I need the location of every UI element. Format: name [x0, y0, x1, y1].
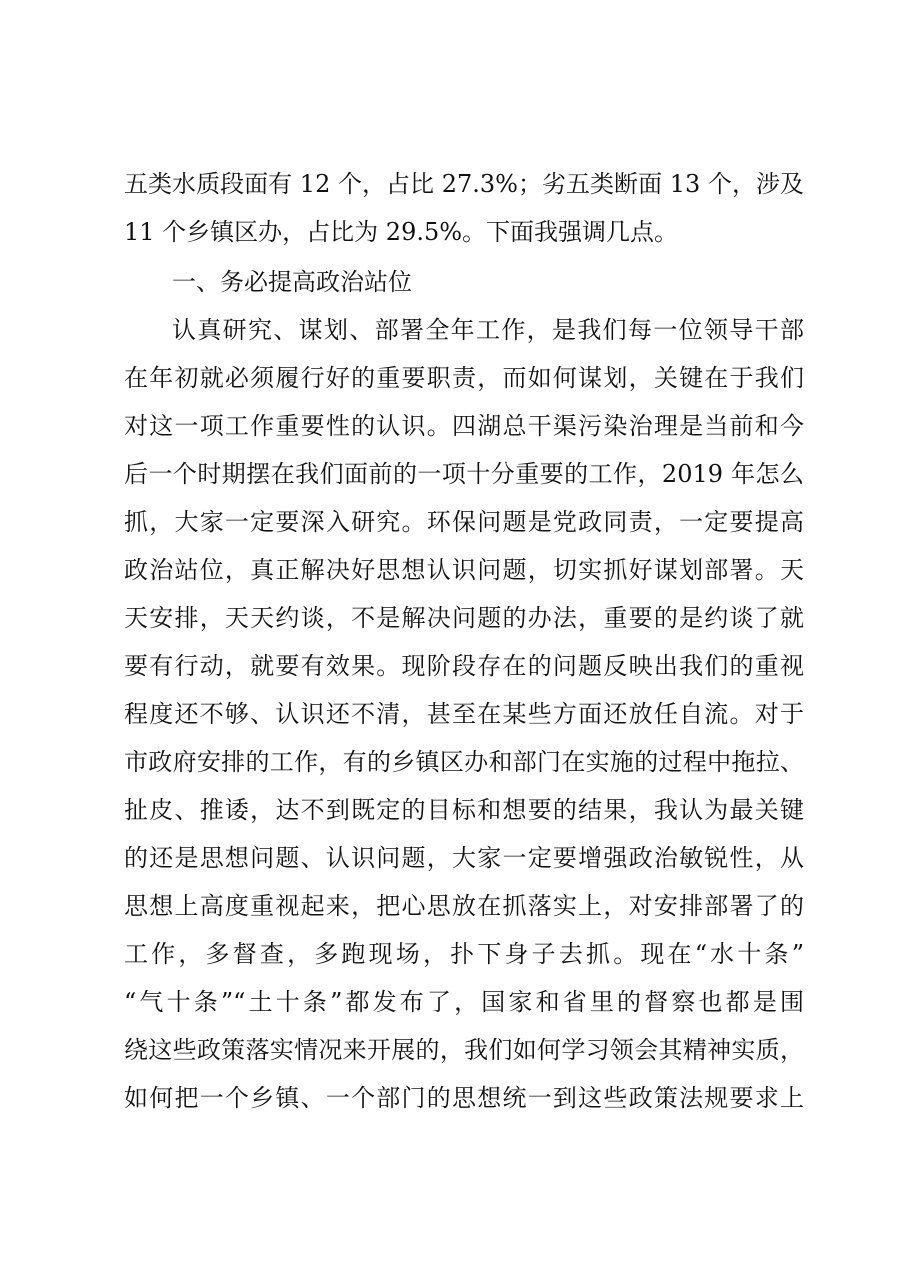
paragraph-line: 工作，多督查，多跑现场，扑下身子去抓。现在“水十条” — [124, 940, 804, 968]
paragraph-line: 后一个时期摆在我们面前的一项十分重要的工作，2019 年怎么 — [124, 460, 804, 488]
paragraph-line: 思想上高度重视起来，把心思放在抓落实上，对安排部署了的 — [124, 892, 804, 920]
paragraph-line: 绕这些政策落实情况来开展的，我们如何学习领会其精神实质， — [124, 1036, 804, 1064]
paragraph-line: 认真研究、谋划、部署全年工作，是我们每一位领导干部 — [172, 316, 804, 344]
paragraph-line: 五类水质段面有 12 个，占比 27.3%；劣五类断面 13 个，涉及 — [124, 170, 804, 198]
paragraph-line: 要有行动，就要有效果。现阶段存在的问题反映出我们的重视 — [124, 652, 804, 680]
paragraph-line: 扯皮、推诿，达不到既定的目标和想要的结果，我认为最关键 — [124, 796, 804, 824]
paragraph-line: 程度还不够、认识还不清，甚至在某些方面还放任自流。对于 — [124, 700, 804, 728]
paragraph-line: 对这一项工作重要性的认识。四湖总干渠污染治理是当前和今 — [124, 412, 804, 440]
section-heading: 一、务必提高政治站位 — [172, 268, 412, 296]
paragraph-line: “气十条”“土十条”都发布了，国家和省里的督察也都是围 — [124, 988, 804, 1016]
paragraph-line: 市政府安排的工作，有的乡镇区办和部门在实施的过程中拖拉、 — [124, 748, 804, 776]
paragraph-line: 在年初就必须履行好的重要职责，而如何谋划，关键在于我们 — [124, 364, 804, 392]
paragraph-line: 天安排，天天约谈，不是解决问题的办法，重要的是约谈了就 — [124, 604, 804, 632]
paragraph-line: 政治站位，真正解决好思想认识问题，切实抓好谋划部署。天 — [124, 556, 804, 584]
paragraph-line: 抓，大家一定要深入研究。环保问题是党政同责，一定要提高 — [124, 508, 804, 536]
paragraph-line: 11 个乡镇区办，占比为 29.5%。下面我强调几点。 — [124, 218, 679, 246]
paragraph-line: 的还是思想问题、认识问题，大家一定要增强政治敏锐性，从 — [124, 844, 804, 872]
paragraph-line: 如何把一个乡镇、一个部门的思想统一到这些政策法规要求上 — [124, 1084, 804, 1112]
